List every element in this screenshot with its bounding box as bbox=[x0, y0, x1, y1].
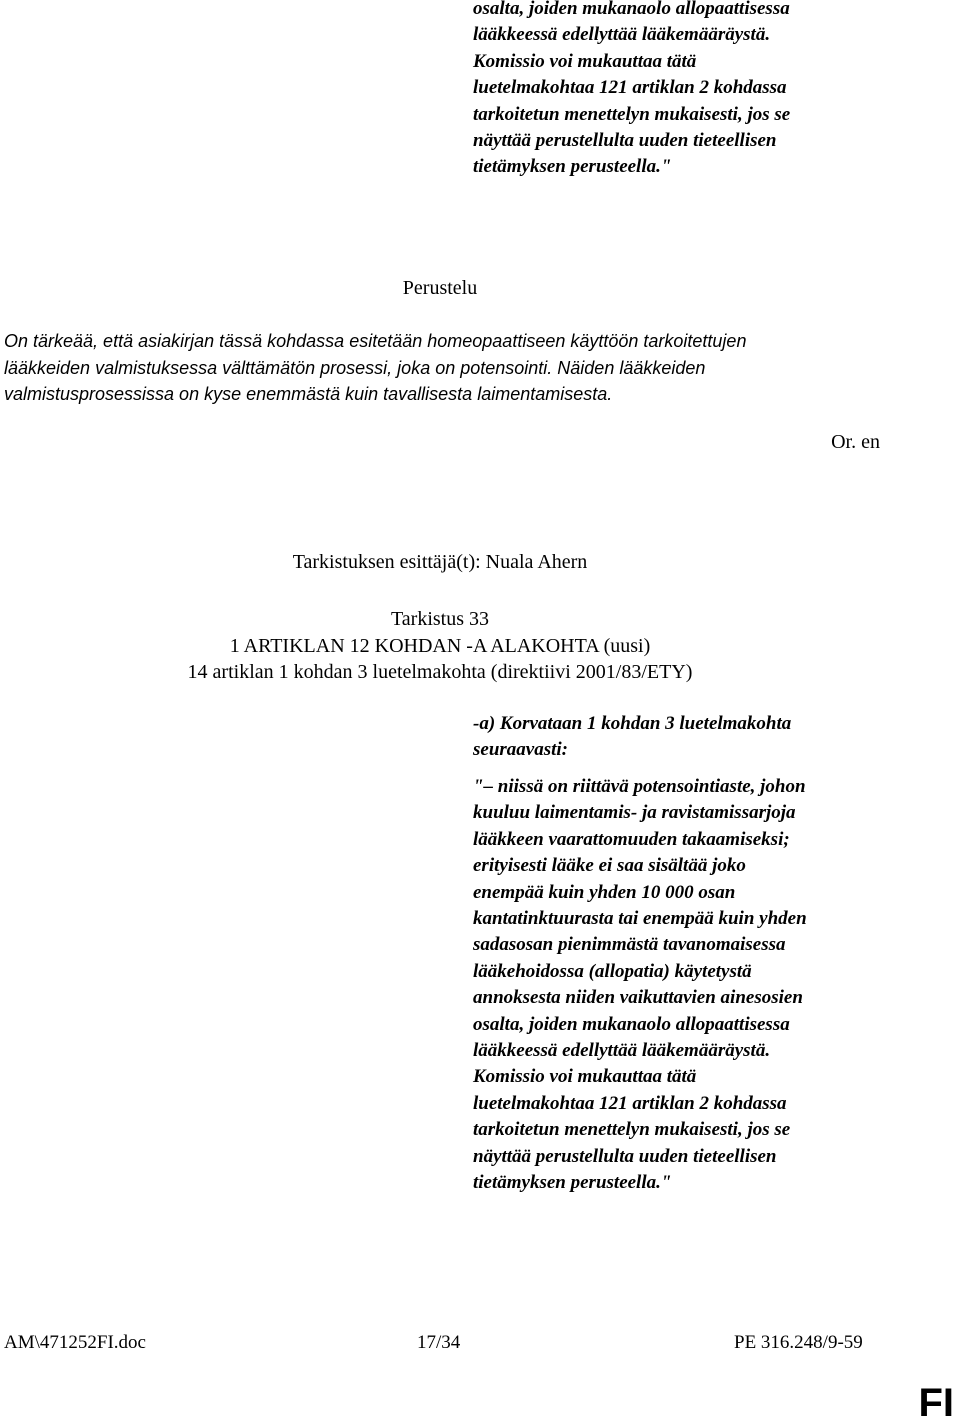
text-line: tietämyksen perusteella." bbox=[473, 156, 672, 178]
continued-amendment-text bbox=[473, 0, 790, 181]
text-line: osalta, joiden mukanaolo allopaattisessa bbox=[473, 1013, 790, 1035]
text-line: Komissio voi mukauttaa tätä bbox=[473, 1066, 697, 1088]
text-line: näyttää perustellulta uuden tieteellisen bbox=[473, 1145, 777, 1167]
amendment-subreference: 14 artiklan 1 kohdan 3 luetelmakohta (direktiivi 2001/83/ETY) bbox=[187, 661, 693, 683]
text-line: tietämyksen perusteella." bbox=[473, 1172, 672, 1194]
document-reference: AM\471252FI.doc bbox=[4, 1332, 146, 1353]
text-line: Komissio voi mukauttaa tätä bbox=[473, 50, 697, 72]
text-line: erityisesti lääke ei saa sisältää joko bbox=[473, 855, 746, 877]
text-line: osalta, joiden mukanaolo allopaattisessa bbox=[473, 0, 790, 19]
text-line: kuuluu laimentamis- ja ravistamissarjoja bbox=[473, 802, 796, 824]
amendment-reference: 1 ARTIKLAN 12 KOHDAN -A ALAKOHTA (uusi) bbox=[229, 634, 651, 657]
text-line: tarkoitetun menettelyn mukaisesti, jos se bbox=[473, 1119, 791, 1141]
original-language-note: Or. en bbox=[831, 431, 880, 453]
text-line: luetelmakohtaa 121 artiklan 2 kohdassa bbox=[473, 77, 787, 99]
amendment-body bbox=[473, 774, 807, 1197]
page-number: 17/34 bbox=[417, 1332, 461, 1353]
text-line: "– niissä on riittävä potensointiaste, johon bbox=[473, 776, 806, 797]
amendment-number: Tarkistus 33 bbox=[390, 608, 490, 630]
language-mark: FI bbox=[918, 1381, 954, 1425]
amendment-intro bbox=[473, 711, 791, 764]
text-line: tarkoitetun menettelyn mukaisesti, jos se bbox=[473, 103, 791, 125]
text-line: lääkkeessä edellyttää lääkemääräystä. bbox=[473, 1040, 771, 1062]
text-line: seuraavasti: bbox=[473, 739, 568, 761]
justification-heading: Perustelu bbox=[402, 277, 478, 299]
text-line: enempää kuin yhden 10 000 osan bbox=[473, 881, 736, 903]
text-line: lääkehoidossa (allopatia) käytetystä bbox=[473, 960, 752, 982]
text-line: lääkkeen vaarattomuuden takaamiseksi; bbox=[473, 828, 790, 850]
text-line: lääkkeiden valmistuksessa välttämätön prosessi, joka on potensointi. Näiden lääkkeiden bbox=[4, 357, 706, 378]
text-line: lääkkeessä edellyttää lääkemääräystä. bbox=[473, 24, 771, 46]
amendment-author: Tarkistuksen esittäjä(t): Nuala Ahern bbox=[292, 551, 588, 573]
text-line: -a) Korvataan 1 kohdan 3 luetelmakohta bbox=[473, 713, 792, 734]
text-line: kantatinktuurasta tai enempää kuin yhden bbox=[473, 908, 807, 930]
text-line: On tärkeää, että asiakirjan tässä kohdassa esitetään homeopaattiseen käyttöön tarkoitettujen bbox=[4, 331, 747, 351]
text-line: luetelmakohtaa 121 artiklan 2 kohdassa bbox=[473, 1092, 787, 1114]
text-line: sadasosan pienimmästä tavanomaisessa bbox=[473, 934, 786, 956]
justification-text bbox=[4, 328, 746, 408]
pe-reference: PE 316.248/9-59 bbox=[734, 1332, 863, 1353]
amendment-header bbox=[0, 606, 880, 686]
text-line: näyttää perustellulta uuden tieteellisen bbox=[473, 130, 777, 152]
text-line: valmistusprosessissa on kyse enemmästä kuin tavallisesta laimentamisesta. bbox=[4, 384, 613, 404]
text-line: annoksesta niiden vaikuttavien ainesosien bbox=[473, 987, 803, 1009]
